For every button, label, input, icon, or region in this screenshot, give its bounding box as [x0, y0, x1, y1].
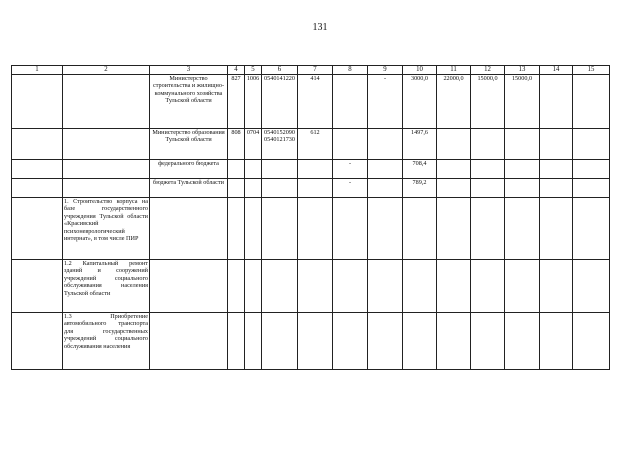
table-row [12, 179, 610, 198]
code-cell: 0704 [245, 129, 262, 160]
col-number: 5 [245, 66, 262, 75]
col-number: 1 [12, 66, 63, 75]
col-number: 15 [573, 66, 610, 75]
measure-cell: 1.2 Капитальный ремонт зданий и сооружений учреждений социального обслуживания населения Тульской области [63, 260, 150, 313]
budget-source-cell: федерального бюджета [150, 160, 228, 179]
measure-cell: 1. Строительство корпуса на базе государственного учреждения Тульской области «Красивский психоневрологический интернат», в том числе ПИР [63, 198, 150, 260]
value-cell: 1497,6 [403, 129, 437, 160]
value-cell: 15000,0 [505, 75, 540, 129]
code-cell: 0540141220 [262, 75, 298, 129]
table-row [12, 129, 610, 160]
col-number: 10 [403, 66, 437, 75]
code-cell: 827 [228, 75, 245, 129]
col-number: 11 [437, 66, 471, 75]
value-cell: 15000,0 [471, 75, 505, 129]
table-row [12, 198, 610, 260]
table-row [12, 313, 610, 370]
code-cell [262, 129, 298, 160]
col-number: 7 [298, 66, 333, 75]
value-cell: 22000,0 [437, 75, 471, 129]
col-number: 12 [471, 66, 505, 75]
col-number: 6 [262, 66, 298, 75]
table-row [12, 75, 610, 129]
value-cell: 3000,0 [403, 75, 437, 129]
value-cell: - [333, 179, 368, 198]
col-number: 4 [228, 66, 245, 75]
table-row [12, 260, 610, 313]
value-cell: 708,4 [403, 160, 437, 179]
program-table [11, 65, 610, 370]
budget-source-cell: бюджета Тульской области [150, 179, 228, 198]
code-cell: 1006 [245, 75, 262, 129]
page-number: 131 [312, 22, 328, 33]
col-number: 2 [63, 66, 150, 75]
code-cell: 612 [298, 129, 333, 160]
col-number: 13 [505, 66, 540, 75]
code-line: 0540121730 [264, 136, 295, 144]
column-number-row [12, 66, 610, 75]
code-cell: 808 [228, 129, 245, 160]
executor-cell: Министерство образования Тульской области [150, 129, 228, 160]
value-cell: 789,2 [403, 179, 437, 198]
col-number: 14 [540, 66, 573, 75]
col-number: 8 [333, 66, 368, 75]
measure-cell: 1.3 Приобретение автомобильного транспорта для государственных учреждений социального обслуживания населения [63, 313, 150, 370]
col-number: 3 [150, 66, 228, 75]
executor-cell: Министерство строительства и жилищно-коммунального хозяйства Тульской области [150, 75, 228, 129]
col-number: 9 [368, 66, 403, 75]
value-cell: - [368, 75, 403, 129]
value-cell: - [333, 160, 368, 179]
table-row [12, 160, 610, 179]
code-cell: 414 [298, 75, 333, 129]
code-line: 0540152090 [264, 129, 295, 136]
